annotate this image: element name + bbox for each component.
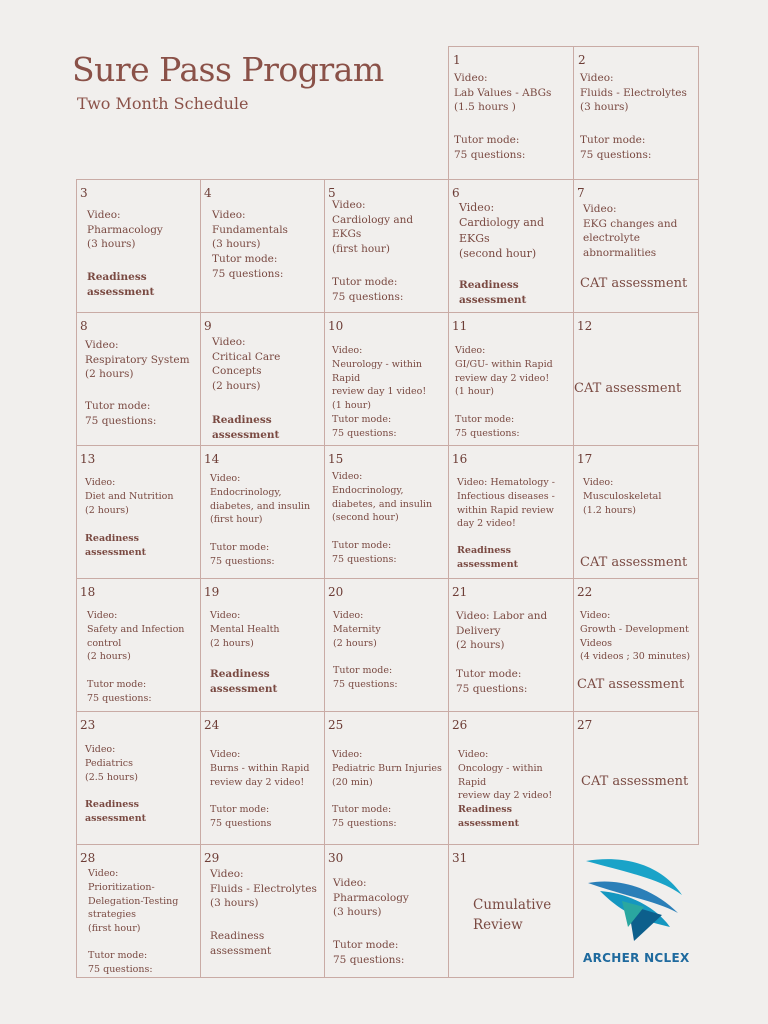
archer-logo-text: ARCHER NCLEX — [583, 951, 690, 965]
day-number: 5 — [328, 186, 336, 200]
day-number: 25 — [328, 718, 344, 732]
day-readiness: Readiness assessment — [457, 545, 518, 570]
day-tutor: Tutor mode: 75 questions: — [332, 804, 397, 829]
day-number: 9 — [204, 319, 212, 333]
day-cell-14 — [200, 445, 325, 579]
day-number: 7 — [577, 186, 585, 200]
day-video: Video: Safety and Infection control (2 hours) — [87, 610, 185, 663]
page-subtitle: Two Month Schedule — [77, 94, 249, 113]
day-readiness: Readiness assessment — [85, 533, 146, 558]
day-number: 27 — [577, 718, 593, 732]
day-number: 23 — [80, 718, 96, 732]
cat-assessment: CAT assessment — [581, 774, 689, 789]
day-video: Video: Pharmacology (3 hours) — [87, 209, 163, 251]
archer-logo-icon — [582, 855, 692, 965]
day-video: Video: GI/GU- within Rapid review day 2 video! (1 hour) — [455, 345, 553, 398]
day-cell-31 — [448, 844, 574, 978]
day-video: Video: Pediatric Burn Injuries (20 min) — [332, 749, 442, 788]
day-number: 30 — [328, 851, 344, 865]
day-video: Video: Neurology - within Rapid review day 1 video! (1 hour) — [332, 345, 427, 412]
day-tutor: Tutor mode: 75 questions: — [333, 665, 398, 690]
day-number: 21 — [452, 585, 468, 599]
day-cell-25 — [324, 711, 449, 845]
day-number: 20 — [328, 585, 344, 599]
day-video: Video: Prioritization- Delegation-Testing strategies (first hour) — [88, 868, 179, 935]
day-cell-20 — [324, 578, 449, 712]
day-number: 18 — [80, 585, 96, 599]
day-number: 31 — [452, 851, 468, 865]
day-video: Video: EKG changes and electrolyte abnormalities — [583, 203, 678, 260]
day-cell-16 — [448, 445, 574, 579]
day-video: Video: Mental Health (2 hours) — [210, 610, 280, 649]
day-cell-11 — [448, 312, 574, 446]
day-number: 3 — [80, 186, 88, 200]
day-video: Video: Musculoskeletal (1.2 hours) — [583, 477, 662, 516]
day-cell-29 — [200, 844, 325, 978]
day-tutor: Tutor mode: 75 questions: — [210, 542, 275, 567]
day-cell-4 — [200, 179, 325, 313]
day-cell-28 — [76, 844, 201, 978]
day-number: 2 — [578, 53, 586, 67]
day-tutor: Tutor mode: 75 questions: — [85, 400, 157, 427]
day-number: 4 — [204, 186, 212, 200]
day-number: 24 — [204, 718, 220, 732]
day-number: 28 — [80, 851, 96, 865]
day-cell-21 — [448, 578, 574, 712]
day-number: 19 — [204, 585, 220, 599]
day-video: Video: Cardiology and EKGs (second hour) — [459, 201, 544, 261]
day-tutor: Tutor mode: 75 questions: — [88, 950, 153, 975]
day-cell-9 — [200, 312, 325, 446]
day-tutor: Tutor mode: 75 questions: — [332, 540, 397, 565]
day-cell-19 — [200, 578, 325, 712]
day-video: Video: Maternity (2 hours) — [333, 610, 381, 649]
day-video: Video: Fluids - Electrolytes (3 hours) — [580, 72, 687, 114]
day-cell-18 — [76, 578, 201, 712]
day-readiness: Readiness assessment — [210, 668, 278, 695]
day-number: 12 — [577, 319, 593, 333]
day-cell-30 — [324, 844, 449, 978]
day-tutor: Tutor mode: 75 questions: — [332, 414, 397, 439]
day-video: Video: Burns - within Rapid review day 2 video! — [210, 749, 310, 788]
cat-assessment: CAT assessment — [580, 555, 688, 570]
day-video: Video: Oncology - within Rapid review day 2 video! — [458, 749, 553, 802]
day-video: Video: Growth - Development Videos (4 videos ; 30 minutes) — [580, 610, 691, 663]
day-readiness: Readiness assessment — [459, 279, 527, 306]
day-number: 29 — [204, 851, 220, 865]
day-video: Video: Endocrinology, diabetes, and insulin (first hour) — [210, 473, 311, 526]
day-video: Video: Hematology - Infectious diseases - within Rapid review day 2 video! — [457, 477, 555, 530]
day-readiness: Readiness assessment — [85, 799, 146, 824]
day-cell-23 — [76, 711, 201, 845]
day-cell-1 — [448, 46, 574, 180]
day-number: 8 — [80, 319, 88, 333]
day-readiness: Readiness assessment — [212, 414, 280, 441]
day-tutor: Tutor mode: 75 questions: — [455, 414, 520, 439]
day-cell-27 — [573, 711, 699, 845]
day-tutor: Tutor mode: 75 questions: — [580, 134, 652, 161]
day-cell-6 — [448, 179, 574, 313]
day-cell-13 — [76, 445, 201, 579]
day-cell-24 — [200, 711, 325, 845]
day-cell-12 — [573, 312, 699, 446]
day-readiness: Readiness assessment — [87, 271, 155, 298]
day-number: 16 — [452, 452, 468, 466]
cat-assessment: CAT assessment — [577, 677, 685, 692]
day-cell-8 — [76, 312, 201, 446]
day-tutor: Tutor mode: 75 questions: — [333, 939, 405, 966]
day-video: Video: Lab Values - ABGs (1.5 hours ) — [454, 72, 552, 114]
day-number: 13 — [80, 452, 96, 466]
day-tutor: Tutor mode: 75 questions — [210, 804, 272, 829]
day-video: Video: Respiratory System (2 hours) — [85, 339, 190, 381]
day-number: 14 — [204, 452, 220, 466]
day-number: 26 — [452, 718, 468, 732]
day-number: 22 — [577, 585, 593, 599]
day-cell-26 — [448, 711, 574, 845]
day-tutor: Tutor mode: 75 questions: — [87, 679, 152, 704]
day-tutor: Tutor mode: 75 questions: — [456, 668, 528, 695]
day-number: 11 — [452, 319, 468, 333]
day-video: Video: Fluids - Electrolytes (3 hours) — [210, 868, 317, 910]
day-number: 17 — [577, 452, 593, 466]
cat-assessment: CAT assessment — [574, 381, 682, 396]
day-cell-17 — [573, 445, 699, 579]
day-video: Video: Labor and Delivery (2 hours) — [456, 610, 548, 652]
day-number: 1 — [453, 53, 461, 67]
day-video: Video: Cardiology and EKGs (first hour) — [332, 199, 414, 256]
day-video: Video: Pharmacology (3 hours) — [333, 877, 409, 919]
day-tutor: Tutor mode: 75 questions: — [454, 134, 526, 161]
day-video: Video: Fundamentals (3 hours) Tutor mode: 75 questions: — [212, 209, 288, 280]
cumulative-review: Cumulative Review — [473, 897, 552, 934]
day-cell-22 — [573, 578, 699, 712]
day-cell-15 — [324, 445, 449, 579]
day-video: Video: Critical Care Concepts (2 hours) — [212, 336, 281, 393]
day-number: 15 — [328, 452, 344, 466]
day-readiness: Readiness assessment — [458, 804, 519, 829]
cat-assessment: CAT assessment — [580, 276, 688, 291]
day-video: Video: Diet and Nutrition (2 hours) — [85, 477, 174, 516]
day-tutor: Tutor mode: 75 questions: — [332, 276, 404, 303]
day-cell-5 — [324, 179, 449, 313]
day-video: Video: Endocrinology, diabetes, and insulin (second hour) — [332, 471, 433, 524]
day-cell-10 — [324, 312, 449, 446]
day-cell-2 — [573, 46, 699, 180]
day-cell-3 — [76, 179, 201, 313]
page-title: Sure Pass Program — [72, 50, 384, 89]
day-number: 6 — [452, 186, 460, 200]
day-number: 10 — [328, 319, 344, 333]
day-readiness: Readiness assessment — [210, 930, 272, 957]
day-video: Video: Pediatrics (2.5 hours) — [85, 744, 138, 783]
day-cell-7 — [573, 179, 699, 313]
